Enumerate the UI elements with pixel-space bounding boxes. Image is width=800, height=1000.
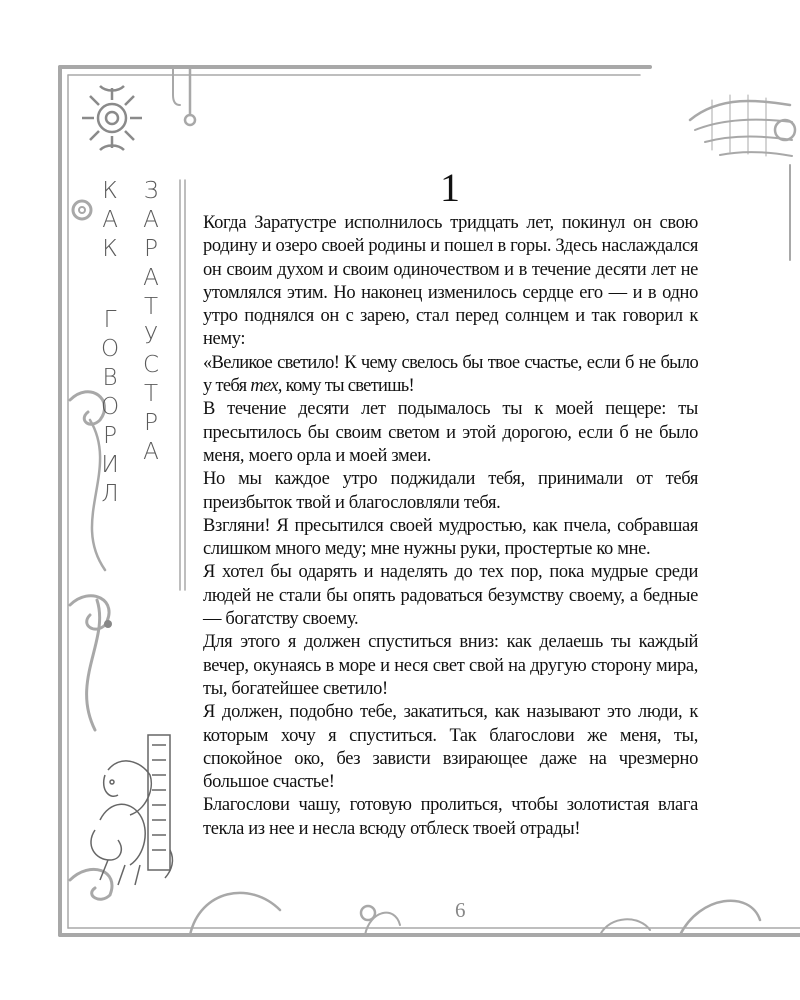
title-letter: У (144, 323, 159, 349)
chapter-number: 1 (440, 165, 460, 210)
paragraph: Я хотел бы одарять и наделять до тех пор, пока мудрые среди людей не стали бы опять радоваться безумству своему, а бедные — богатству своему. (203, 562, 698, 630)
paragraph: Для этого я должен спуститься вниз: как делаешь ты каждый вечер, окунаясь в море и неся свет свой на другую сторону мира, ты, богатейшее светило! (203, 632, 698, 699)
title-letter: Т (144, 381, 159, 407)
title-letter: И (101, 452, 119, 478)
vertical-title-right (143, 180, 159, 470)
paragraph-text: кому ты светишь! (281, 376, 415, 397)
title-letter: К (102, 178, 118, 204)
title-letter: Г (103, 307, 117, 333)
title-letter: Л (101, 481, 119, 507)
paragraph: Но мы каждое утро поджидали тебя, принимали от тебя преизбыток твой и благословляли тебя. (203, 469, 698, 513)
title-letter: К (102, 236, 118, 262)
emphasis-text: тех, (250, 376, 282, 397)
title-letter: А (102, 207, 118, 233)
title-letter: С (143, 352, 160, 378)
paragraph-text: «Великое светило! К чему свелось бы твое счастье, если б не было у тебя (203, 352, 698, 397)
title-letter: А (143, 439, 159, 465)
title-letter: А (143, 207, 159, 233)
page-number: 6 (455, 898, 466, 922)
title-letter: Р (144, 236, 158, 262)
title-letter: О (101, 394, 120, 420)
vertical-title-left (101, 180, 119, 512)
title-letter: З (143, 178, 159, 204)
title-letter: Т (144, 294, 159, 320)
paragraph: Я должен, подобно тебе, закатиться, как называют это люди, к которым хочу я спуститься. Так благослови же меня, ты, спокойное око, без зависти взирающее даже на чрезмерно большое счастье! (203, 702, 698, 793)
title-letter: Р (103, 423, 117, 449)
paragraph: Когда Заратустре исполнилось тридцать лет, покинул он свою родину и озеро своей родины и пошел в горы. Здесь наслаждался он своим духом и своим одиночеством и в течение десяти лет не утомлялся этим. Но наконец изменилось сердце его — и в одно утро поднялся он с зарею, стал перед солнцем и так говорил к нему: (203, 213, 698, 350)
chapter-text (203, 212, 698, 841)
paragraph: Взгляни! Я пресытился своей мудростью, как пчела, собравшая слишком много меду; мне нужны руки, простертые ко мне. (203, 515, 698, 560)
paragraph: В течение десяти лет подымалось ты к моей пещере: ты пресытилось бы своим светом и этой дорогою, если б не было меня, моего орла и моей змеи. (203, 399, 698, 466)
title-letter: В (102, 365, 118, 391)
sun-icon (82, 86, 142, 150)
paragraph (203, 352, 698, 399)
title-letter: А (143, 265, 159, 291)
title-letter: Р (144, 410, 158, 436)
griffin-illustration (91, 735, 173, 885)
paragraph: Благослови чашу, готовую пролиться, чтобы золотистая влага текла из нее и несла всюду отблеск твоей отрады! (203, 795, 698, 839)
title-letter: О (101, 336, 120, 362)
